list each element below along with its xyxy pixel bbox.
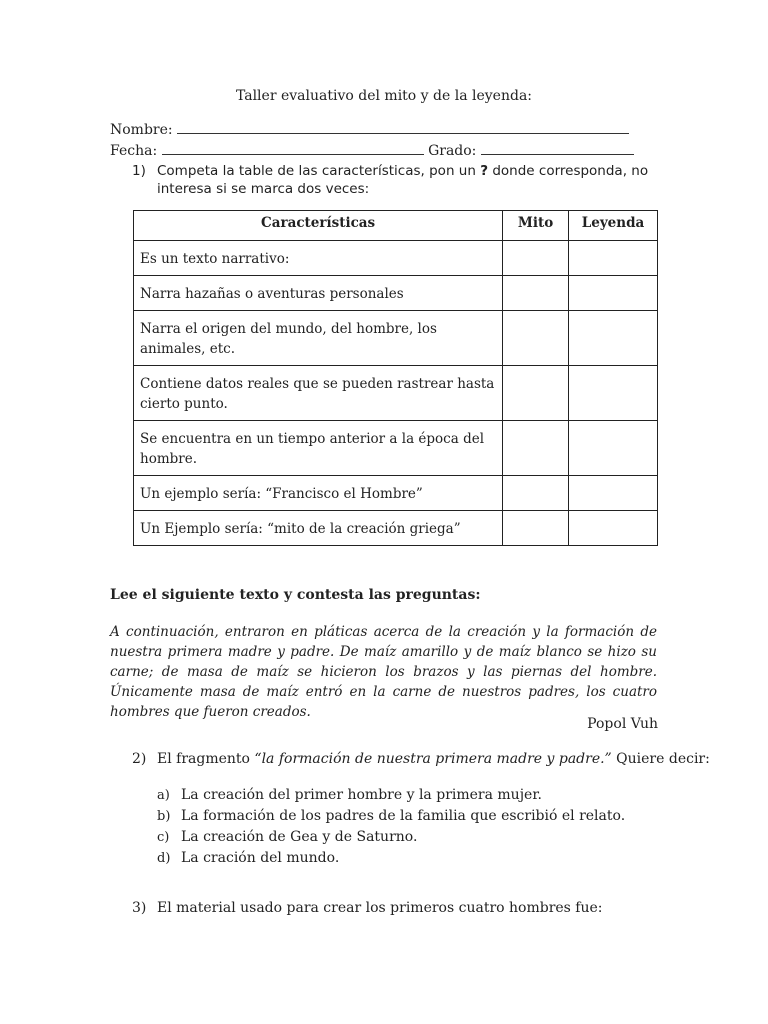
mito-checkbox-cell[interactable] bbox=[503, 366, 569, 421]
option-letter: d) bbox=[157, 851, 171, 866]
table-row bbox=[134, 241, 658, 276]
table-header-row bbox=[134, 211, 658, 241]
question-2-number: 2) bbox=[132, 751, 147, 767]
question-2-text bbox=[157, 751, 710, 767]
question-1-number: 1) bbox=[132, 163, 146, 179]
characteristic-cell: Es un texto narrativo: bbox=[134, 241, 503, 276]
question-2-after: Quiere decir: bbox=[616, 751, 710, 767]
option-c[interactable] bbox=[157, 827, 625, 848]
option-text: La formación de los padres de la familia que escribió el relato. bbox=[181, 808, 626, 824]
fecha-label: Fecha: bbox=[110, 143, 158, 159]
nombre-row bbox=[110, 121, 629, 138]
question-1-text bbox=[157, 162, 677, 198]
option-text: La creación de Gea y de Saturno. bbox=[181, 829, 418, 845]
worksheet-title: Taller evaluativo del mito y de la leyenda: bbox=[235, 88, 533, 104]
option-a[interactable] bbox=[157, 785, 625, 806]
question-2-options bbox=[157, 785, 625, 869]
leyenda-checkbox-cell[interactable] bbox=[569, 311, 658, 366]
header-caracteristicas: Características bbox=[134, 211, 503, 241]
question-2-quote: “la formación de nuestra primera madre y padre.” bbox=[254, 751, 612, 767]
table-row bbox=[134, 511, 658, 546]
characteristics-table bbox=[133, 210, 658, 546]
table-row bbox=[134, 276, 658, 311]
table-row bbox=[134, 311, 658, 366]
characteristic-cell: Un ejemplo sería: “Francisco el Hombre” bbox=[134, 476, 503, 511]
fecha-row bbox=[110, 142, 634, 159]
option-letter: c) bbox=[157, 830, 170, 845]
leyenda-checkbox-cell[interactable] bbox=[569, 276, 658, 311]
mito-checkbox-cell[interactable] bbox=[503, 276, 569, 311]
option-letter: a) bbox=[157, 788, 170, 803]
question-3-text: El material usado para crear los primeros cuatro hombres fue: bbox=[157, 900, 603, 916]
grado-label: Grado: bbox=[428, 143, 477, 159]
characteristic-cell: Narra hazañas o aventuras personales bbox=[134, 276, 503, 311]
nombre-label: Nombre: bbox=[110, 122, 173, 138]
question-1-line2: interesa si se marca dos veces: bbox=[157, 181, 370, 197]
header-leyenda: Leyenda bbox=[569, 211, 658, 241]
mito-checkbox-cell[interactable] bbox=[503, 511, 569, 546]
option-text: La creación del primer hombre y la primera mujer. bbox=[181, 787, 542, 803]
fecha-blank[interactable] bbox=[162, 142, 424, 155]
question-1-line1b: donde corresponda, no bbox=[492, 163, 649, 179]
mito-checkbox-cell[interactable] bbox=[503, 241, 569, 276]
table-row bbox=[134, 421, 658, 476]
characteristic-cell: Un Ejemplo sería: “mito de la creación griega” bbox=[134, 511, 503, 546]
question-1-line1a: Competa la table de las características, pon un bbox=[157, 163, 476, 179]
option-text: La cración del mundo. bbox=[181, 850, 340, 866]
mito-checkbox-cell[interactable] bbox=[503, 421, 569, 476]
table-row bbox=[134, 476, 658, 511]
leyenda-checkbox-cell[interactable] bbox=[569, 366, 658, 421]
nombre-blank[interactable] bbox=[177, 121, 629, 134]
characteristic-cell: Contiene datos reales que se pueden rastrear hasta cierto punto. bbox=[134, 366, 503, 421]
grado-blank[interactable] bbox=[481, 142, 634, 155]
leyenda-checkbox-cell[interactable] bbox=[569, 241, 658, 276]
option-d[interactable] bbox=[157, 848, 625, 869]
mito-checkbox-cell[interactable] bbox=[503, 476, 569, 511]
leyenda-checkbox-cell[interactable] bbox=[569, 476, 658, 511]
mito-checkbox-cell[interactable] bbox=[503, 311, 569, 366]
question-mark-symbol: ? bbox=[480, 163, 489, 179]
question-3-number: 3) bbox=[132, 900, 147, 916]
option-letter: b) bbox=[157, 809, 171, 824]
leyenda-checkbox-cell[interactable] bbox=[569, 421, 658, 476]
leyenda-checkbox-cell[interactable] bbox=[569, 511, 658, 546]
reading-passage: A continuación, entraron en pláticas acerca de la creación y la formación de nuestra primera madre y padre. De maíz amarillo y de maíz blanco se hizo su carne; de masa de maíz se hicieron los brazos y las piernas del hombre. Únicamente masa de maíz entró en la carne de nuestros padres, los cuatro hombres que fueron creados. bbox=[110, 624, 657, 720]
passage-source: Popol Vuh bbox=[587, 716, 658, 732]
reading-heading: Lee el siguiente texto y contesta las preguntas: bbox=[110, 587, 481, 603]
characteristic-cell: Se encuentra en un tiempo anterior a la época del hombre. bbox=[134, 421, 503, 476]
option-b[interactable] bbox=[157, 806, 625, 827]
question-2-before: El fragmento bbox=[157, 751, 250, 767]
header-mito: Mito bbox=[503, 211, 569, 241]
table-row bbox=[134, 366, 658, 421]
characteristic-cell: Narra el origen del mundo, del hombre, los animales, etc. bbox=[134, 311, 503, 366]
